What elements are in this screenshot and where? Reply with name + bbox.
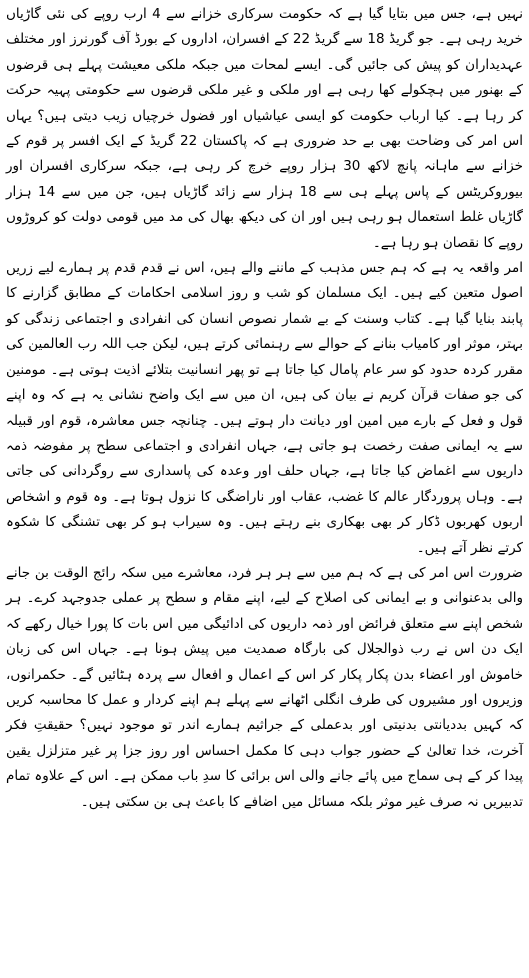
paragraph-self-accountability: ضرورت اس امر کی ہے کہ ہم میں سے ہر ہر فرد، معاشرے میں سکہ رائج الوقت بن جانے والی بدعنوانی و بے ایمانی کی اصلاح کے لیے، اپنے مقام و سطح پر عملی جدوجہد کرے۔ ہر شخص اپنے سے متعلق فرائض اور ذمہ داریوں کی ادائیگی میں اس بات کا پورا خیال رکھے کہ ایک دن اس نے رب ذوالجلال کی بارگاہ صمدیت میں پیش ہونا ہے۔ جہاں اس کی زبان خاموش اور اعضاء بدن پکار پکار کر اس کے اعمال و افعال سے پردہ ہٹائیں گے۔ حکمرانوں، وزیروں اور مشیروں کی طرف انگلی اٹھانے سے پہلے ہم اپنے کردار و عمل کا محاسبہ کریں کہ کہیں بددیانتی بدنیتی اور بدعملی کے جراثیم ہمارے اندر تو موجود نہیں؟ حقیقتِ فکر آخرت، خدا تعالیٰ کے حضور جواب دہی کا مکمل احساس اور روز جزا پر غیر متزلزل یقین پیدا کر کے ہی سماج میں پائے جانے والی اس برائی کا سدِ باب ممکن ہے۔ اس کے علاوہ تمام تدبیریں نہ صرف غیر موثر بلکہ مسائل میں اضافے کا باعث ہی بن سکتی ہیں۔	[6, 564, 523, 810]
paragraph-islamic-principles: امر واقعہ یہ ہے کہ ہم جس مذہب کے ماننے والے ہیں، اس نے قدم قدم پر ہمارے لیے زریں اصول متعین کیے ہیں۔ ایک مسلمان کو شب و روز اسلامی احکامات کے مطابق گزارنے کا پابند بنایا گیا ہے۔ کتاب وسنت کے بے شمار نصوص انسان کی انفرادی و اجتماعی زندگی کو بہتر، موثر اور کامیاب بنانے کے حوالے سے رہنمائی کرتے ہیں، لیکن جب اللہ رب العالمین کی مقرر کردہ حدود کو سر عام پامال کیا جاتا ہے تو پھر انسانیت بتلائے اذیت ہوتی ہے۔ مومنین کی جو صفات قرآن کریم نے بیان کی ہیں، ان میں سے ایک واضح نشانی یہ ہے کہ وہ اپنے قول و فعل کے بارے میں امین اور دیانت دار ہوتے ہیں۔ چنانچہ جس معاشرہ، قوم اور قبیلہ سے یہ ایمانی صفت رخصت ہو جاتی ہے، جہاں انفرادی و اجتماعی سطح پر مفوضہ ذمہ داریوں سے اغماض کیا جاتا ہے، جہاں حلف اور وعدہ کی پاسداری سے روگردانی کی جاتی ہے۔ وہاں پروردگار عالم کا غضب، عقاب اور ناراضگی کا نزول ہوتا ہے۔ وہ قوم و اشخاص اربوں کھربوں ڈکار کر بھی بھکاری بنے رہتے ہیں۔ وہ سیراب ہو کر بھی تشنگی کا شکوہ کرتے نظر آتے ہیں۔	[6, 260, 523, 556]
article-page	[6, 2, 523, 974]
paragraph-government-vehicles: نہیں ہے، جس میں بتایا گیا ہے کہ حکومت سرکاری خزانے سے 4 ارب روپے کی نئی گاڑیاں خرید رہی ہے۔ جو گریڈ 18 سے گریڈ 22 کے افسران، اداروں کے بورڈ آف گورنرز اور مختلف عہدیداران کو پیش کی جائیں گی۔ ایسے لمحات میں جبکہ ملکی معیشت پہلے ہی قرضوں کے بھنور میں ہچکولے کھا رہی ہے اور ملکی و غیر ملکی قرضوں سے حکومتی پہیہ حرکت کر رہا ہے۔ کیا ارباب حکومت کو ایسی عیاشیاں اور فضول خرچیاں زیب دیتی ہیں؟ یہاں اس امر کی وضاحت بھی بے حد ضروری ہے کہ پاکستان 22 گریڈ کے ایک افسر پر قوم کے خزانے سے ماہانہ پانچ لاکھ 30 ہزار روپے خرچ کر رہی ہے، جبکہ سرکاری افسران اور بیوروکریٹس کے پاس پہلے ہی سے 18 ہزار سے زائد گاڑیاں ہیں، جن میں سے 14 ہزار گاڑیاں غلط استعمال ہو رہی ہیں اور ان کی دیکھ بھال کی مد میں قومی دولت کو کروڑوں روپے کا نقصان ہو رہا ہے۔	[6, 6, 524, 251]
